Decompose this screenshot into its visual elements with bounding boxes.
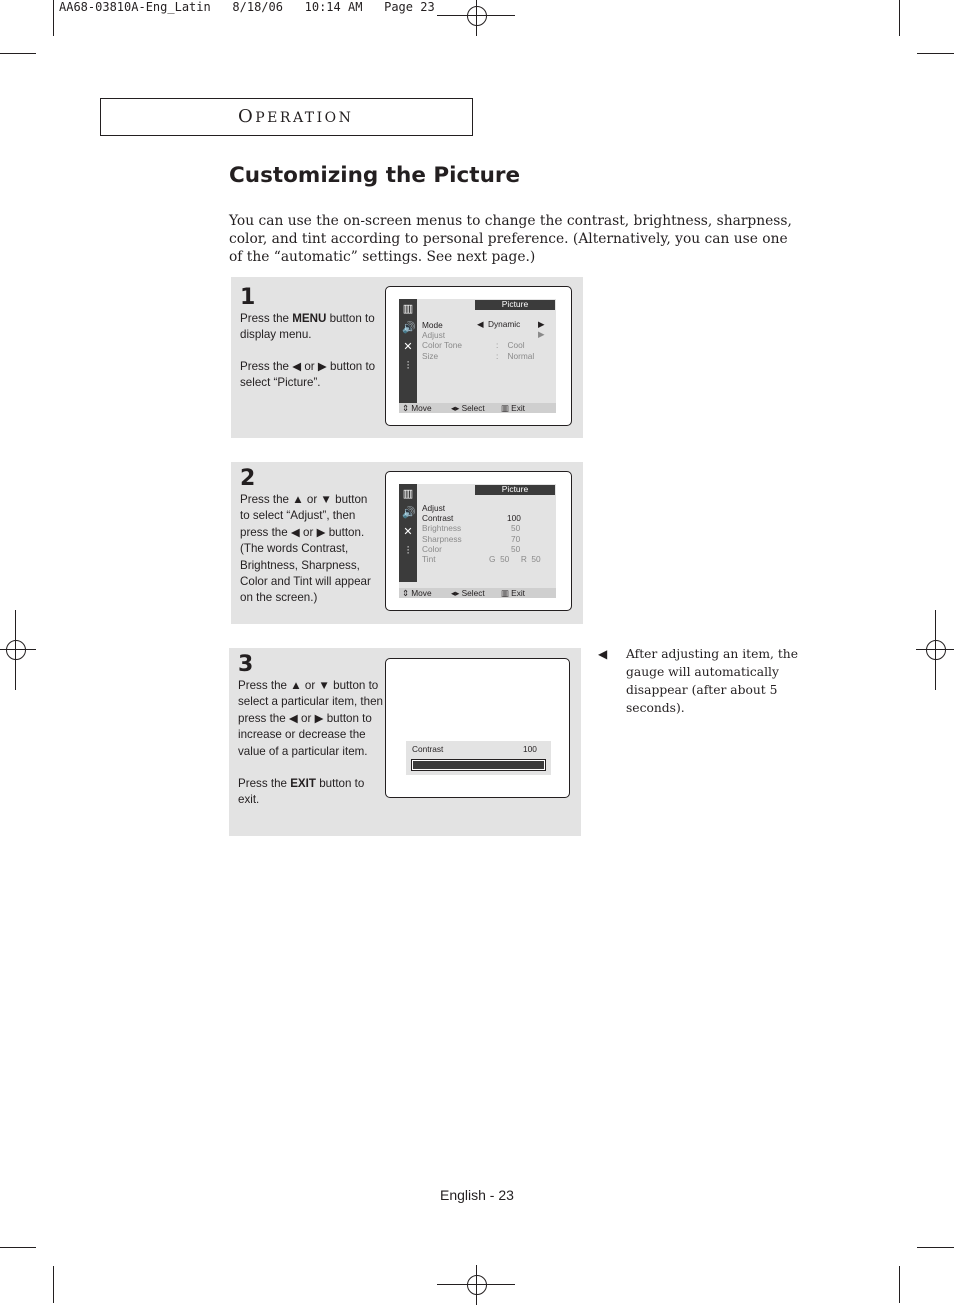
crop-mark — [437, 1284, 515, 1285]
step-paragraph: Press the ▲ or ▼ button to select a particular item, then press the ◀ or ▶ button to increase or decrease the value of a particular item. — [238, 679, 383, 758]
osd-row-label: Brightness — [422, 523, 462, 533]
osd-menu — [399, 484, 556, 598]
osd-row-arrow: ▶ — [538, 319, 545, 329]
move-hint: ⇕ Move — [402, 403, 432, 413]
osd-help-bar — [399, 588, 556, 598]
osd-row-value: : Normal — [496, 351, 535, 361]
osd-row-value: G 50 R 50 — [489, 554, 541, 564]
osd-row-value: 50 — [511, 523, 521, 533]
select-hint: ◂▸ Select — [451, 588, 485, 598]
print-header: AA68-03810A-Eng_Latin 8/18/06 10:14 AM Page 23 — [59, 0, 435, 14]
osd-row-label: Tint — [422, 554, 436, 564]
crop-mark — [0, 53, 36, 54]
crop-mark — [437, 15, 515, 16]
osd-row-label: Adjust — [422, 330, 446, 340]
picture-icon: ▥ — [402, 487, 414, 500]
osd-help-bar — [399, 403, 556, 413]
exit-hint: ▥ Exit — [501, 588, 525, 598]
step-paragraph: Press the MENU button to display menu. — [240, 312, 375, 342]
registration-mark — [0, 630, 36, 670]
step-3-panel — [229, 648, 581, 836]
page-footer: English - 23 — [440, 1187, 514, 1203]
step-instructions — [238, 678, 386, 809]
osd-row-label: Color Tone — [422, 340, 462, 350]
gauge-panel — [406, 741, 551, 775]
crop-mark — [917, 1247, 954, 1248]
osd-row-value: ◀ Dynamic — [477, 319, 521, 329]
osd-icon-column — [399, 299, 417, 403]
crop-mark — [899, 1266, 900, 1303]
move-hint: ⇕ Move — [402, 588, 432, 598]
crop-mark — [53, 1266, 54, 1303]
crop-mark — [935, 610, 936, 690]
sound-icon: 🔊 — [402, 321, 416, 334]
osd-icon-column — [399, 484, 417, 582]
gauge-fill — [413, 761, 544, 769]
gauge-label: Contrast — [412, 744, 444, 754]
select-hint: ◂▸ Select — [451, 403, 485, 413]
step-number: 2 — [240, 466, 256, 491]
gauge-track — [411, 759, 546, 771]
crop-mark — [917, 53, 954, 54]
gauge-value: 100 — [523, 744, 537, 754]
osd-heading: Adjust — [422, 503, 446, 513]
intro-paragraph: You can use the on-screen menus to change the contrast, brightness, sharpness, color, and tint according to personal preference. (Alternatively, you can use one of the “automatic” settings. See next page.) — [229, 213, 792, 265]
step-number: 1 — [240, 285, 256, 310]
crop-mark — [53, 0, 54, 36]
step-paragraph: Press the ◀ or ▶ button to select “Picture”. — [240, 359, 376, 390]
setup-icon: ⫶ — [406, 544, 410, 557]
osd-row-arrow: ▶ — [538, 329, 545, 339]
registration-mark — [457, 0, 497, 36]
step-number: 3 — [238, 652, 254, 677]
osd-row-value: 70 — [511, 534, 521, 544]
registration-mark — [457, 1265, 497, 1305]
osd-row-value: 50 — [511, 544, 521, 554]
osd-row-label: Mode — [422, 320, 443, 330]
section-label: OPERATION — [238, 106, 354, 127]
crop-mark — [899, 0, 900, 36]
sound-icon: 🔊 — [402, 506, 416, 519]
setup-icon: ⫶ — [406, 359, 410, 372]
tv-screen — [385, 286, 572, 426]
note-text: After adjusting an item, the gauge will automatically disappear (after about 5 seconds). — [626, 647, 798, 715]
osd-tab-picture: Picture — [475, 300, 555, 310]
page-title: Customizing the Picture — [229, 163, 521, 188]
step-instructions — [240, 311, 380, 392]
osd-row-label: Contrast — [422, 513, 454, 523]
osd-row-label: Size — [422, 351, 439, 361]
osd-tab-picture: Picture — [475, 485, 555, 495]
osd-row-value: 100 — [507, 513, 521, 523]
step-instructions: Press the ▲ or ▼ button to select “Adjust”, then press the ◀ or ▶ button. (The words Contrast, Brightness, Sharpness, Color and Tint will appear on the screen.) — [240, 493, 371, 605]
tv-screen — [385, 471, 572, 611]
osd-row-label: Color — [422, 544, 442, 554]
exit-hint: ▥ Exit — [501, 403, 525, 413]
picture-icon: ▥ — [402, 302, 414, 315]
step-1-panel — [231, 277, 583, 438]
note-arrow-icon: ◀ — [598, 647, 608, 661]
crop-mark — [0, 1247, 36, 1248]
channel-icon: ✕ — [403, 525, 413, 538]
step-paragraph: Press the EXIT button to exit. — [238, 777, 365, 807]
channel-icon: ✕ — [403, 340, 413, 353]
osd-menu — [399, 299, 556, 413]
tv-screen — [385, 658, 570, 798]
crop-mark — [15, 610, 16, 690]
osd-row-value: : Cool — [496, 340, 525, 350]
osd-row-label: Sharpness — [422, 534, 462, 544]
step-2-panel — [231, 462, 583, 624]
